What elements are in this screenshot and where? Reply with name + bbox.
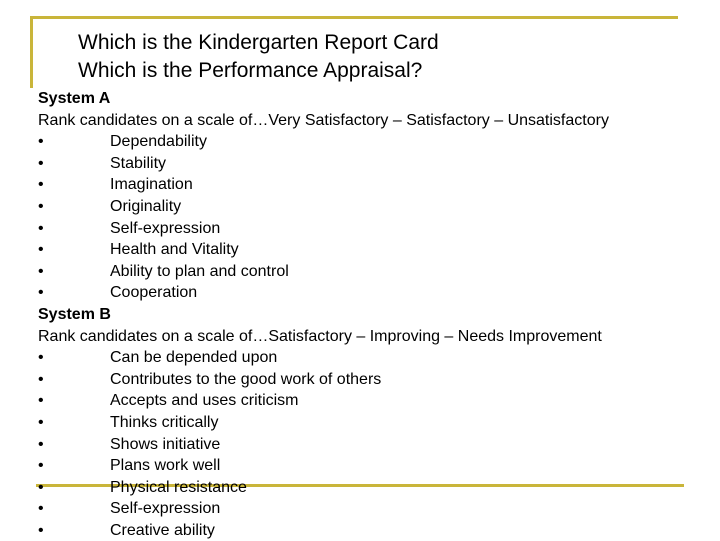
bullet-icon: • (38, 478, 44, 496)
list-item-text: Accepts and uses criticism (110, 392, 299, 410)
list-item-text: Can be depended upon (110, 349, 278, 367)
bullet-icon: • (38, 392, 44, 410)
bullet-icon: • (38, 197, 44, 215)
system-b-section (38, 304, 713, 541)
list-item-text: Self-expression (110, 500, 221, 518)
list-item-text: Plans work well (110, 457, 221, 475)
list-item-text: Shows initiative (110, 435, 221, 453)
slide-title (78, 29, 439, 85)
list-item-text: Self-expression (110, 219, 221, 237)
list-item-text: Physical resistance (110, 478, 247, 496)
list-item (38, 390, 713, 412)
list-item (38, 174, 713, 196)
bullet-icon: • (38, 435, 44, 453)
bullet-icon: • (38, 219, 44, 237)
list-item (38, 412, 713, 434)
bullet-icon: • (38, 500, 44, 518)
list-item (38, 239, 713, 261)
bullet-icon: • (38, 413, 44, 431)
list-item-text: Imagination (110, 176, 193, 194)
bullet-icon: • (38, 262, 44, 280)
list-item-text: Dependability (110, 133, 207, 151)
list-item-text: Creative ability (110, 521, 215, 539)
title-line-2: Which is the Performance Appraisal? (78, 59, 423, 82)
list-item (38, 261, 713, 283)
list-item-text: Stability (110, 154, 167, 172)
system-a-scale: Rank candidates on a scale of…Very Satisfactory – Satisfactory – Unsatisfactory (38, 111, 609, 129)
list-item (38, 196, 713, 218)
slide-body (38, 88, 713, 541)
list-item (38, 347, 713, 369)
bullet-icon: • (38, 349, 44, 367)
list-item (38, 131, 713, 153)
list-item-text: Health and Vitality (110, 241, 239, 259)
bullet-icon: • (38, 284, 44, 302)
list-item-text: Contributes to the good work of others (110, 370, 382, 388)
bullet-icon: • (38, 457, 44, 475)
list-item-text: Ability to plan and control (110, 262, 289, 280)
list-item-text: Originality (110, 197, 182, 215)
list-item (38, 455, 713, 477)
list-item (38, 434, 713, 456)
list-item (38, 498, 713, 520)
bullet-icon: • (38, 370, 44, 388)
title-line-1: Which is the Kindergarten Report Card (78, 31, 439, 54)
bullet-icon: • (38, 241, 44, 259)
bullet-icon: • (38, 176, 44, 194)
list-item (38, 477, 713, 499)
decorative-left-rule (30, 16, 33, 88)
bullet-icon: • (38, 521, 44, 539)
system-a-section (38, 88, 713, 304)
list-item (38, 218, 713, 240)
list-item (38, 153, 713, 175)
system-b-scale: Rank candidates on a scale of…Satisfactory – Improving – Needs Improvement (38, 327, 602, 345)
system-a-heading: System A (38, 90, 111, 107)
list-item-text: Cooperation (110, 284, 198, 302)
list-item-text: Thinks critically (110, 413, 219, 431)
decorative-top-rule (30, 16, 678, 19)
list-item (38, 282, 713, 304)
bullet-icon: • (38, 154, 44, 172)
list-item (38, 369, 713, 391)
system-b-heading: System B (38, 305, 111, 323)
bullet-icon: • (38, 133, 44, 151)
list-item (38, 520, 713, 541)
